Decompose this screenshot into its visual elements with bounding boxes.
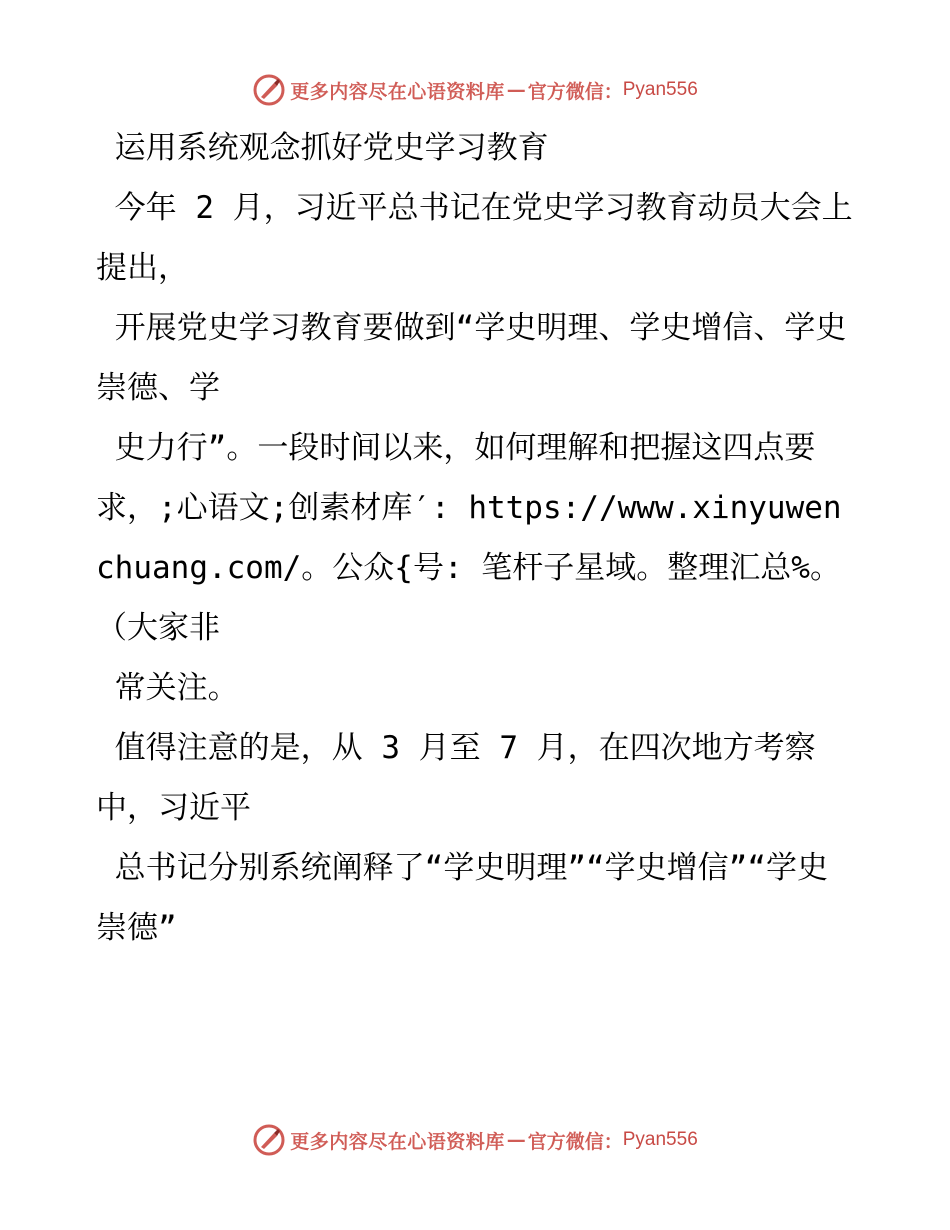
watermark-wechat-label: 官方微信： bbox=[527, 80, 623, 103]
paragraph-5: 值得注意的是，从 3 月至 7 月，在四次地方考察中，习近平 bbox=[96, 730, 816, 826]
watermark-brand-text: 更多内容尽在心语资料库 bbox=[290, 80, 505, 103]
pen-logo-icon bbox=[252, 73, 286, 107]
watermark-brand-text: 更多内容尽在心语资料库 bbox=[290, 1130, 505, 1153]
header-watermark bbox=[0, 70, 950, 110]
document-body bbox=[96, 118, 856, 958]
watermark-separator: — bbox=[506, 1129, 526, 1151]
watermark-wechat-id: Pyan556 bbox=[622, 1129, 698, 1150]
paragraph-3: 史力行”。一段时间以来，如何理解和把握这四点要求，;心语文;创素材库′: https://www.xinyuwenchuang.com/。公众{号: 笔杆子星域。整理汇总%。（大家非 bbox=[96, 430, 842, 646]
watermark-separator: — bbox=[506, 79, 526, 101]
paragraph-2: 开展党史学习教育要做到“学史明理、学史增信、学史崇德、学 bbox=[96, 310, 847, 406]
watermark-wechat-id: Pyan556 bbox=[622, 79, 698, 100]
watermark-wechat-label: 官方微信： bbox=[527, 1130, 623, 1153]
document-title: 运用系统观念抓好党史学习教育 bbox=[96, 130, 549, 166]
pen-logo-icon bbox=[252, 1123, 286, 1157]
paragraph-6: 总书记分别系统阐释了“学史明理”“学史增信”“学史崇德” bbox=[96, 850, 828, 946]
paragraph-1: 今年 2 月，习近平总书记在党史学习教育动员大会上提出， bbox=[96, 190, 853, 286]
footer-watermark bbox=[0, 1120, 950, 1160]
paragraph-4: 常关注。 bbox=[96, 670, 239, 706]
